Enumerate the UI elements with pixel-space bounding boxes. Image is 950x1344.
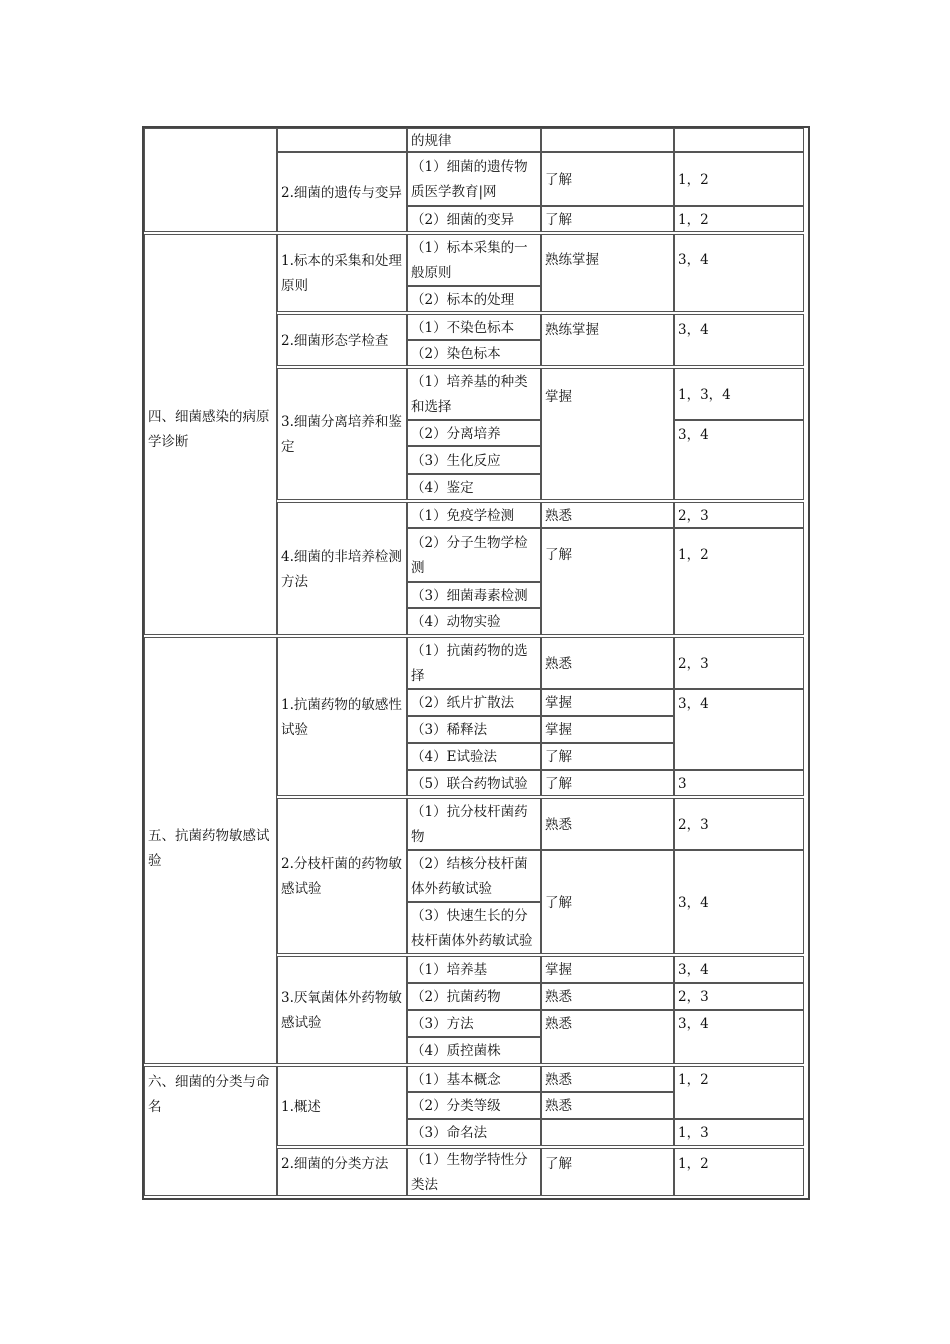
chapter-cell	[144, 128, 277, 232]
unit-label: 3.细菌分离培养和鉴定	[281, 414, 402, 455]
requirement-label: 了解	[545, 171, 572, 188]
level-label: 3，4	[678, 696, 709, 712]
item-label: （1）不染色标本	[411, 319, 515, 336]
requirement-cell	[541, 1092, 674, 1119]
item-cell	[407, 502, 541, 528]
level-cell	[674, 502, 804, 528]
item-cell	[407, 689, 541, 716]
unit-cell	[277, 798, 407, 954]
item-cell	[407, 902, 541, 954]
item-cell	[407, 850, 541, 902]
level-label: 2，3	[678, 989, 709, 1005]
item-cell	[407, 956, 541, 983]
item-cell	[407, 128, 541, 152]
item-cell	[407, 1092, 541, 1119]
requirement-label: 掌握	[545, 722, 572, 738]
requirement-cell	[541, 743, 674, 770]
chapter-label: 五、抗菌药物敏感试验	[148, 828, 270, 869]
item-label: （2）分离培养	[411, 425, 501, 442]
unit-cell	[277, 314, 407, 366]
requirement-label: 了解	[545, 775, 572, 792]
requirement-label: 熟悉	[545, 1098, 572, 1114]
item-cell	[407, 608, 541, 635]
level-label: 3，4	[678, 322, 709, 338]
level-cell	[674, 983, 804, 1010]
requirement-label: 熟悉	[545, 655, 572, 672]
item-label: （3）细菌毒素检测	[411, 587, 528, 604]
level-cell	[674, 206, 804, 232]
item-label: （1）细菌的遗传物质医学教育|网	[411, 159, 528, 200]
unit-label: 2.细菌的遗传与变异	[281, 184, 402, 201]
unit-label: 4.细菌的非培养检测方法	[281, 548, 402, 590]
level-label: 2，3	[678, 816, 709, 833]
requirement-cell	[541, 314, 674, 366]
level-cell	[674, 637, 804, 689]
requirement-label: 了解	[545, 749, 572, 765]
item-label: （1）基本概念	[411, 1071, 501, 1088]
level-label: 2，3	[678, 655, 709, 672]
item-cell	[407, 528, 541, 582]
unit-cell	[277, 956, 407, 1064]
item-label: （2）细菌的变异	[411, 211, 515, 228]
unit-cell	[277, 152, 407, 232]
unit-label: 1.概述	[281, 1098, 321, 1115]
requirement-label: 熟悉	[545, 816, 572, 833]
item-label: （2）标本的处理	[411, 291, 515, 308]
level-cell	[674, 314, 804, 366]
item-cell	[407, 152, 541, 206]
requirement-cell	[541, 152, 674, 206]
unit-label: 1.抗菌药物的敏感性试验	[281, 696, 402, 738]
level-cell	[674, 1148, 804, 1196]
requirement-label: 熟悉	[545, 507, 572, 524]
requirement-cell	[541, 1119, 674, 1146]
level-cell	[674, 798, 804, 850]
item-cell	[407, 983, 541, 1010]
item-label: （1）培养基的种类和选择	[411, 374, 528, 415]
level-label: 3，4	[678, 427, 709, 443]
level-label: 1，2	[678, 171, 709, 188]
item-cell	[407, 770, 541, 796]
requirement-label: 熟练掌握	[545, 252, 599, 268]
item-cell	[407, 1119, 541, 1146]
level-cell	[674, 128, 804, 152]
level-label: 3，4	[678, 962, 709, 978]
level-cell	[674, 689, 804, 770]
item-cell	[407, 234, 541, 286]
requirement-label: 熟悉	[545, 1016, 572, 1032]
level-cell	[674, 420, 804, 500]
item-label: （4）E试验法	[411, 749, 497, 765]
level-cell	[674, 956, 804, 983]
item-cell	[407, 637, 541, 689]
level-label: 1，2	[678, 1072, 709, 1088]
item-label: （4）质控菌株	[411, 1043, 501, 1059]
level-label: 1，2	[678, 1156, 709, 1172]
item-label: （1）免疫学检测	[411, 507, 515, 524]
requirement-cell	[541, 850, 674, 954]
chapter-label: 六、细菌的分类与命名	[148, 1074, 270, 1115]
item-label: （4）动物实验	[411, 614, 501, 630]
unit-cell	[277, 368, 407, 500]
requirement-cell	[541, 234, 674, 312]
item-label: （1）生物学特性分类法	[411, 1152, 528, 1193]
item-cell	[407, 798, 541, 850]
item-label: （2）纸片扩散法	[411, 695, 515, 711]
requirement-cell	[541, 637, 674, 689]
item-label: （3）命名法	[411, 1125, 488, 1141]
unit-label: 2.分枝杆菌的药物敏感试验	[281, 856, 402, 897]
requirement-cell	[541, 956, 674, 983]
requirement-label: 熟悉	[545, 1071, 572, 1088]
level-cell	[674, 528, 804, 635]
item-cell	[407, 286, 541, 312]
item-cell	[407, 716, 541, 743]
requirement-label: 熟悉	[545, 989, 572, 1005]
chapter-label: 四、细菌感染的病原学诊断	[148, 409, 270, 450]
requirement-label: 了解	[545, 894, 572, 911]
item-cell	[407, 206, 541, 232]
unit-cell	[277, 502, 407, 635]
requirement-cell	[541, 798, 674, 850]
requirement-cell	[541, 1148, 674, 1196]
requirement-cell	[541, 770, 674, 796]
level-label: 1，2	[678, 547, 709, 563]
unit-label: 3.厌氧菌体外药物敏感试验	[281, 990, 402, 1031]
item-cell	[407, 446, 541, 474]
requirement-cell	[541, 1010, 674, 1064]
level-cell	[674, 234, 804, 312]
item-cell	[407, 314, 541, 340]
requirement-label: 掌握	[545, 695, 572, 711]
level-label: 1，2	[678, 211, 709, 228]
requirement-label: 熟练掌握	[545, 322, 599, 338]
level-cell	[674, 1119, 804, 1146]
level-label: 3，4	[678, 252, 709, 268]
unit-cell	[277, 234, 407, 312]
level-label: 2，3	[678, 507, 709, 524]
unit-label: 2.细菌的分类方法	[281, 1156, 389, 1172]
chapter-cell	[144, 234, 277, 635]
requirement-label: 掌握	[545, 962, 572, 978]
requirement-cell	[541, 206, 674, 232]
requirement-cell	[541, 528, 674, 635]
unit-label: 1.标本的采集和处理原则	[281, 253, 402, 294]
item-label: （5）联合药物试验	[411, 775, 528, 792]
requirement-cell	[541, 689, 674, 716]
level-cell	[674, 368, 804, 420]
unit-cell	[277, 128, 407, 152]
item-label: （1）标本采集的一般原则	[411, 240, 528, 281]
unit-cell	[277, 637, 407, 796]
item-label: （2）结核分枝杆菌体外药敏试验	[411, 856, 528, 897]
item-label: （1）培养基	[411, 962, 488, 978]
item-label: （3）快速生长的分枝杆菌体外药敏试验	[411, 908, 533, 949]
item-label: （2）染色标本	[411, 345, 501, 362]
level-label: 3，4	[678, 894, 709, 911]
requirement-label: 了解	[545, 211, 572, 228]
unit-cell	[277, 1148, 407, 1196]
item-cell	[407, 1037, 541, 1064]
level-label: 1，3	[678, 1125, 709, 1141]
item-label: （1）抗菌药物的选择	[411, 643, 528, 684]
level-cell	[674, 770, 804, 796]
level-label: 3，4	[678, 1016, 709, 1032]
unit-label: 2.细菌形态学检查	[281, 332, 389, 349]
unit-cell	[277, 1066, 407, 1146]
item-cell	[407, 582, 541, 608]
level-label: 1，3，4	[678, 386, 731, 403]
requirement-cell	[541, 128, 674, 152]
level-label: 3	[678, 775, 687, 792]
requirement-label: 掌握	[545, 389, 572, 405]
item-label: （3）生化反应	[411, 452, 501, 469]
item-cell	[407, 1066, 541, 1092]
item-label: （3）稀释法	[411, 722, 488, 738]
item-cell	[407, 1010, 541, 1037]
chapter-cell	[144, 1066, 277, 1196]
requirement-cell	[541, 368, 674, 500]
item-cell	[407, 340, 541, 366]
item-label: （4）鉴定	[411, 479, 474, 496]
item-label: （2）分子生物学检测	[411, 535, 528, 576]
requirement-label: 了解	[545, 547, 572, 563]
item-cell	[407, 368, 541, 420]
level-cell	[674, 1066, 804, 1119]
item-label: （2）分类等级	[411, 1098, 501, 1114]
level-cell	[674, 152, 804, 206]
item-label: （3）方法	[411, 1016, 474, 1032]
requirement-cell	[541, 716, 674, 743]
item-label: （1）抗分枝杆菌药物	[411, 804, 528, 845]
item-cell	[407, 1148, 541, 1196]
item-label: （2）抗菌药物	[411, 989, 501, 1005]
level-cell	[674, 1010, 804, 1064]
item-cell	[407, 474, 541, 500]
item-cell	[407, 420, 541, 446]
requirement-cell	[541, 1066, 674, 1092]
level-cell	[674, 850, 804, 954]
requirement-cell	[541, 502, 674, 528]
requirement-cell	[541, 983, 674, 1010]
requirement-label: 了解	[545, 1156, 572, 1172]
item-label: 的规律	[411, 132, 452, 149]
chapter-cell	[144, 637, 277, 1064]
item-cell	[407, 743, 541, 770]
